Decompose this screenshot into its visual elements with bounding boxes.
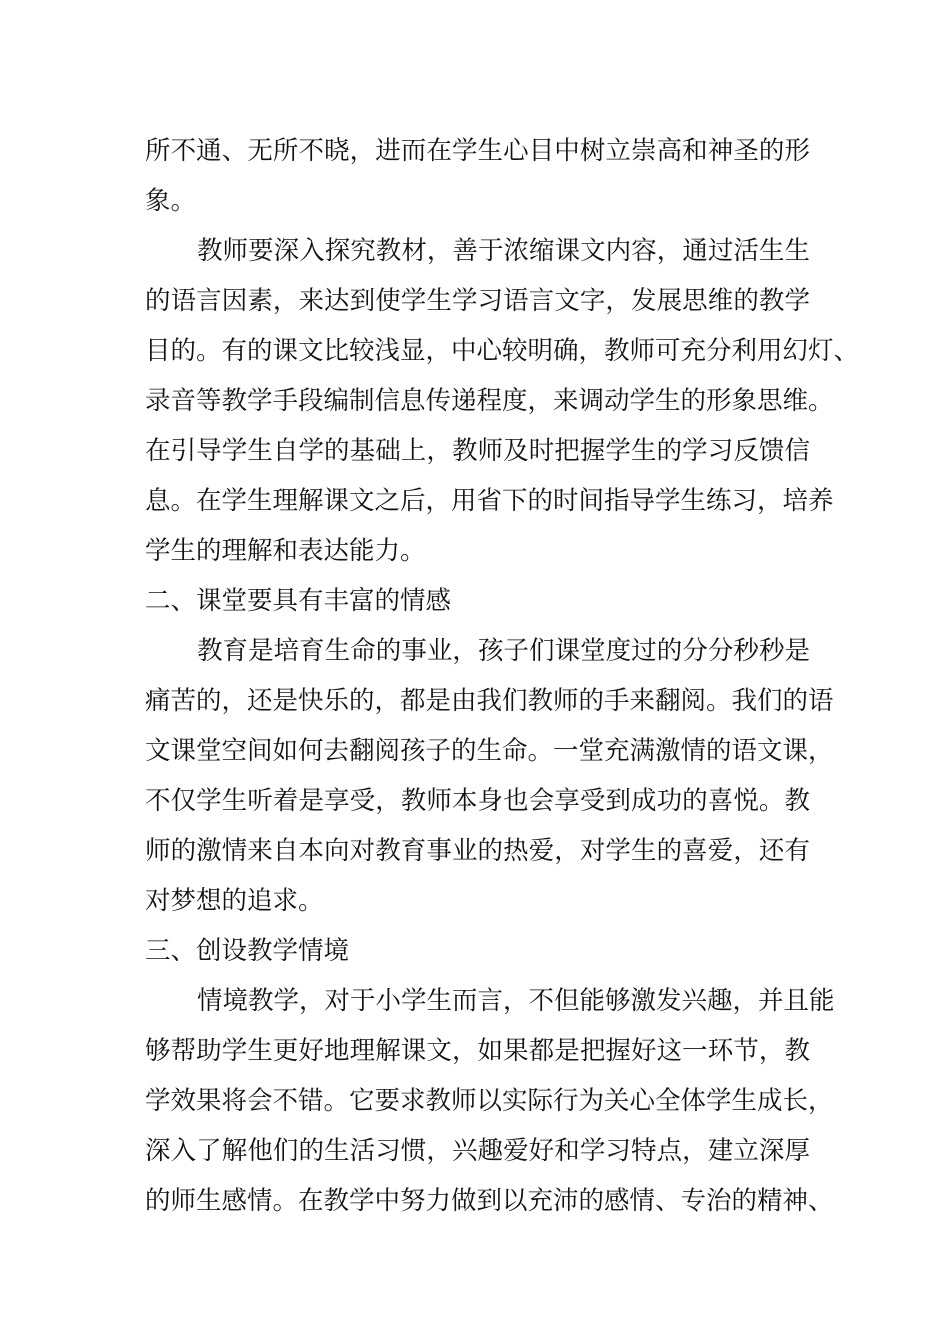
- text-line: 在引导学生自学的基础上，教师及时把握学生的学习反馈信: [145, 436, 810, 466]
- text-line: 学效果将会不错。它要求教师以实际行为关心全体学生成长，: [145, 1086, 834, 1116]
- text-line: 息。在学生理解课文之后，用省下的时间指导学生练习，培养: [145, 486, 834, 516]
- text-line: 象。: [145, 186, 197, 216]
- text-line: 痛苦的，还是快乐的，都是由我们教师的手来翻阅。我们的语: [145, 686, 834, 716]
- text-line: 学生的理解和表达能力。: [145, 536, 426, 566]
- text-line: 够帮助学生更好地理解课文，如果都是把握好这一环节，教: [145, 1036, 810, 1066]
- text-line: 的语言因素，来达到使学生学习语言文字，发展思维的教学: [145, 286, 810, 316]
- text-line: 情境教学，对于小学生而言，不但能够激发兴趣，并且能: [197, 986, 835, 1016]
- text-line: 所不通、无所不晓，进而在学生心目中树立崇高和神圣的形: [145, 136, 810, 166]
- text-line: 教师要深入探究教材，善于浓缩课文内容，通过活生生: [197, 236, 810, 266]
- text-line: 教育是培育生命的事业，孩子们课堂度过的分分秒秒是: [197, 636, 810, 666]
- document-body: [145, 126, 860, 1226]
- section-heading: 三、创设教学情境: [145, 936, 350, 966]
- text-line: 对梦想的追求。: [145, 886, 324, 916]
- text-line: 深入了解他们的生活习惯，兴趣爱好和学习特点，建立深厚: [145, 1136, 810, 1166]
- text-line: 的师生感情。在教学中努力做到以充沛的感情、专治的精神、: [145, 1186, 834, 1216]
- text-line: 文课堂空间如何去翻阅孩子的生命。一堂充满激情的语文课，: [145, 736, 834, 766]
- text-line: 师的激情来自本向对教育事业的热爱，对学生的喜爱，还有: [145, 836, 810, 866]
- text-line: 不仅学生听着是享受，教师本身也会享受到成功的喜悦。教: [145, 786, 810, 816]
- section-heading: 二、课堂要具有丰富的情感: [145, 586, 452, 616]
- text-line: 录音等教学手段编制信息传递程度，来调动学生的形象思维。: [145, 386, 834, 416]
- text-line: 目的。有的课文比较浅显，中心较明确，教师可充分利用幻灯、: [145, 336, 860, 366]
